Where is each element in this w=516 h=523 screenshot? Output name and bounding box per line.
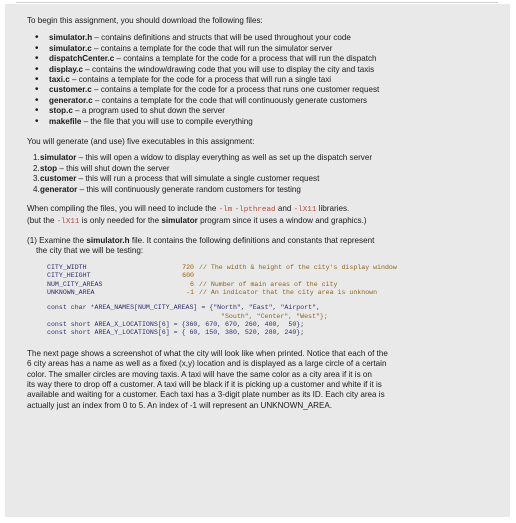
- list-item: • customer.c – contains a template for the code for a process that runs one customer request: [27, 85, 488, 95]
- code-block: [27, 264, 488, 338]
- compile-note-2: (but the -lX11 is only needed for the simulator program since it uses a window and graphics.): [27, 215, 367, 226]
- list-item: • stop.c – a program used to shut down the server: [27, 106, 488, 116]
- list-item: • taxi.c – contains a template for the code for a process that will run a single taxi: [27, 75, 488, 85]
- intro-text: To begin this assignment, you should download the following files:: [27, 16, 263, 25]
- x-locations-line: const short AREA_X_LOCATIONS[6] = {360, 670, 670, 260, 400, 50};: [47, 321, 305, 329]
- list-item: • simulator.c – contains a template for the code that will run the simulator server: [27, 44, 488, 54]
- top-divider: [16, 2, 498, 3]
- y-locations-line: const short AREA_Y_LOCATIONS[6] = { 60, 150, 380, 520, 280, 240};: [47, 329, 305, 337]
- executables-intro: You will generate (and use) five executables in this assignment:: [27, 137, 255, 147]
- assignment-page: [5, 4, 510, 517]
- list-item: • dispatchCenter.c – contains a template for the code for a process that will run the dispatch: [27, 54, 488, 64]
- closing-paragraph: The next page shows a screenshot of what the city will look like when printed. Notice that each of the 6 city areas has a name as well as a fixed (x,y) location and is displayed as a large circle of a certain color. The smaller circles are moving taxis. A taxi will have the same color as a city area if it is on its way there to drop off a customer. A taxi will be black if it is picking up a customer and white if it is available and waiting for a customer. Each taxi has a 3-digit plate number as its ID. Each city area is actually just an index from 0 to 5. An index of -1 will represent an UNKNOWN_AREA.: [27, 348, 388, 410]
- define-row: UNKNOWN_AREA -1 // An indicator that the city area is unknown: [47, 288, 378, 296]
- list-item: • simulator.h – contains definitions and structs that will be used throughout your code: [27, 33, 488, 43]
- define-row: CITY_HEIGHT 600: [47, 272, 194, 280]
- area-names-line: const char *AREA_NAMES[NUM_CITY_AREAS] = {"North", "East", "Airport",: [47, 304, 321, 312]
- compile-note: When compiling the files, you will need to include the -lm -lpthread and -lX11 libraries.: [27, 204, 350, 215]
- list-item: 1. simulator – this will open a widow to display everything as well as set up the dispatch server: [33, 153, 373, 163]
- list-item: 2. stop – this will shut down the server: [33, 163, 170, 173]
- area-names-line-cont: "South", "Center", "West"};: [221, 312, 328, 320]
- step-1-text-cont: the city that we will be testing:: [36, 246, 144, 256]
- file-list: [27, 33, 488, 127]
- list-item: 3. customer – this will run a process that will simulate a single customer request: [33, 174, 320, 184]
- define-row: NUM_CITY_AREAS 6 // Number of main areas of the city: [47, 280, 338, 288]
- list-item: • generator.c – contains a template for the code that will continuously generate customers: [27, 96, 488, 106]
- list-item: 4. generator – this will continuously generate random customers for testing: [33, 184, 301, 194]
- step-1-text: (1) Examine the simulator.h file. It contains the following definitions and constants that represent: [27, 235, 375, 245]
- define-row: CITY_WIDTH 720 // The width & height of the city's display window: [47, 263, 397, 271]
- list-item: • display.c – contains the window/drawing code that you will use to display the city and taxis: [27, 65, 488, 75]
- list-item: • makefile – the file that you will use to compile everything: [27, 117, 488, 127]
- executable-list: [27, 153, 488, 195]
